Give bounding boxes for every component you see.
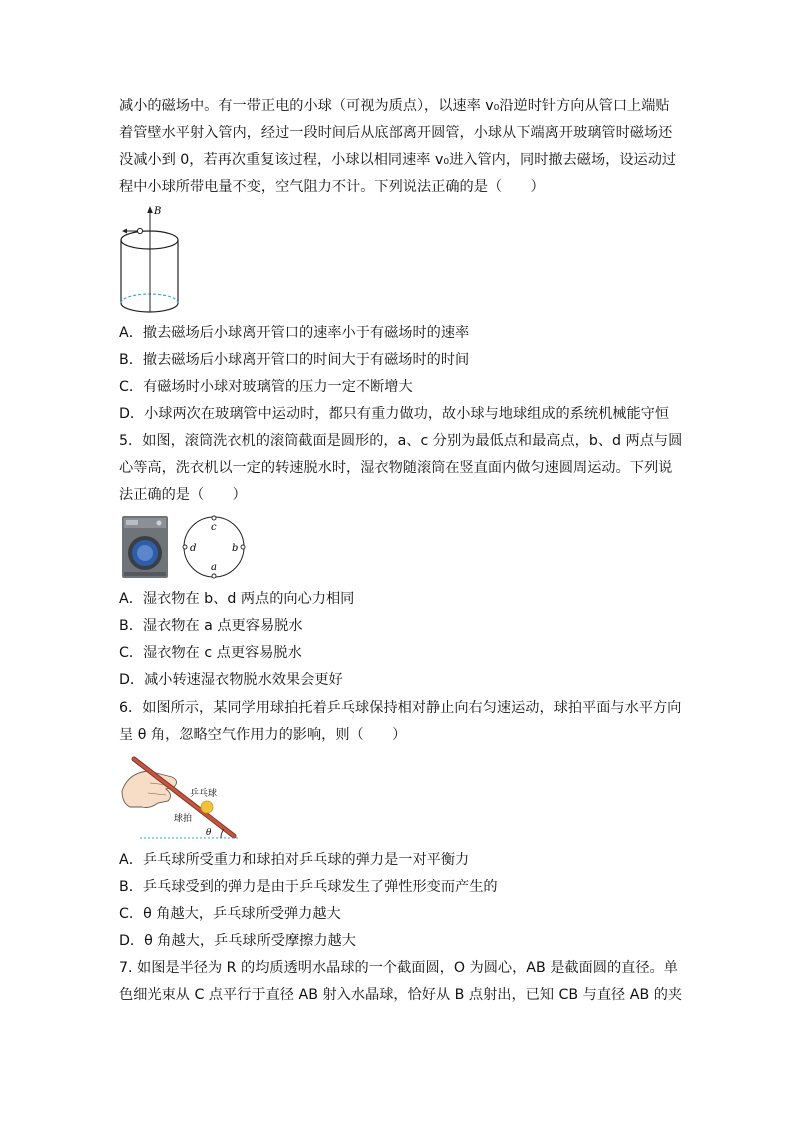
ball-label: 乒乓球 xyxy=(190,789,218,799)
angle-label-theta: θ xyxy=(206,828,212,838)
q4-option-d: D．小球两次在玻璃管中运动时，都只有重力做功，故小球与地球组成的系统机械能守恒 xyxy=(119,406,670,422)
q7-stem-line-2: 色细光束从 C 点平行于直径 AB 射入水晶球，恰好从 B 点射出，已知 CB 与直径 AB 的夹 xyxy=(119,987,683,1003)
q6-option-c: C．θ 角越大，乒乓球所受弹力越大 xyxy=(119,906,341,922)
q4-option-b: B．撤去磁场后小球离开管口的时间大于有磁场时的时间 xyxy=(119,352,470,368)
q4-stem-line-2: 着管壁水平射入管内，经过一段时间后从底部离开圆管，小球从下端离开玻璃管时磁场还 xyxy=(119,125,673,141)
q5-option-a: A．湿衣物在 b、d 两点的向心力相同 xyxy=(119,591,355,607)
q5-stem-line-3: 法正确的是（ ） xyxy=(119,487,247,503)
hand-drawing xyxy=(122,771,177,808)
q6-option-d: D．θ 角越大，乒乓球所受摩擦力越大 xyxy=(119,933,356,949)
q4-stem-line-4: 程中小球所带电量不变，空气阻力不计。下列说法正确的是（ ） xyxy=(119,179,545,195)
q5-option-d: D．减小转速湿衣物脱水效果会更好 xyxy=(119,672,343,688)
q6-option-b: B．乒乓球受到的弹力是由于乒乓球发生了弹性形变而产生的 xyxy=(119,879,498,895)
point-label-d: d xyxy=(190,543,197,554)
washing-machine-image xyxy=(122,516,168,578)
racket-label: 球拍 xyxy=(174,814,193,824)
q6-stem-line-2: 呈 θ 角，忽略空气作用力的影响，则（ ） xyxy=(119,727,407,743)
q5-option-c: C．湿衣物在 c 点更容易脱水 xyxy=(119,645,302,661)
q5-stem-line-2: 心等高，洗衣机以一定的转速脱水时，湿衣物随滚筒在竖直面内做匀速圆周运动。下列说 xyxy=(119,460,673,476)
q6-racket-figure xyxy=(120,755,244,841)
q7-stem-line-1: 7. 如图是半径为 R 的均质透明水晶球的一个截面圆，O 为圆心，AB 是截面圆的直径。单 xyxy=(119,960,678,976)
q4-option-c: C．有磁场时小球对玻璃管的压力一定不断增大 xyxy=(119,379,413,395)
q5-washing-machine-figure xyxy=(120,514,254,580)
ping-pong-ball xyxy=(201,801,213,813)
q4-glass-tube-figure xyxy=(112,200,188,318)
q4-option-a: A．撤去磁场后小球离开管口的速率小于有磁场时的速率 xyxy=(119,325,470,341)
q4-stem-line-3: 没减小到 0，若再次重复该过程，小球以相同速率 v₀进入管内，同时撤去磁场，设运动过 xyxy=(119,152,677,168)
field-label-b: B xyxy=(154,206,162,217)
q5-stem-line-1: 5．如图，滚筒洗衣机的滚筒截面是圆形的，a、c 分别为最低点和最高点，b、d 两点与圆 xyxy=(119,433,683,449)
q4-stem-line-1: 减小的磁场中。有一带正电的小球（可视为质点），以速率 v₀沿逆时针方向从管口上端贴 xyxy=(119,98,670,114)
q6-option-a: A．乒乓球所受重力和球拍对乒乓球的弹力是一对平衡力 xyxy=(119,852,470,868)
q6-stem-line-1: 6．如图所示，某同学用球拍托着乒乓球保持相对静止向右匀速运动，球拍平面与水平方向 xyxy=(119,700,682,716)
q5-option-b: B．湿衣物在 a 点更容易脱水 xyxy=(119,618,303,634)
angle-arc xyxy=(221,829,224,838)
point-label-b: b xyxy=(232,543,239,554)
point-label-a: a xyxy=(211,562,217,573)
magnetic-field-arrow xyxy=(147,206,153,312)
point-label-c: c xyxy=(211,522,217,533)
